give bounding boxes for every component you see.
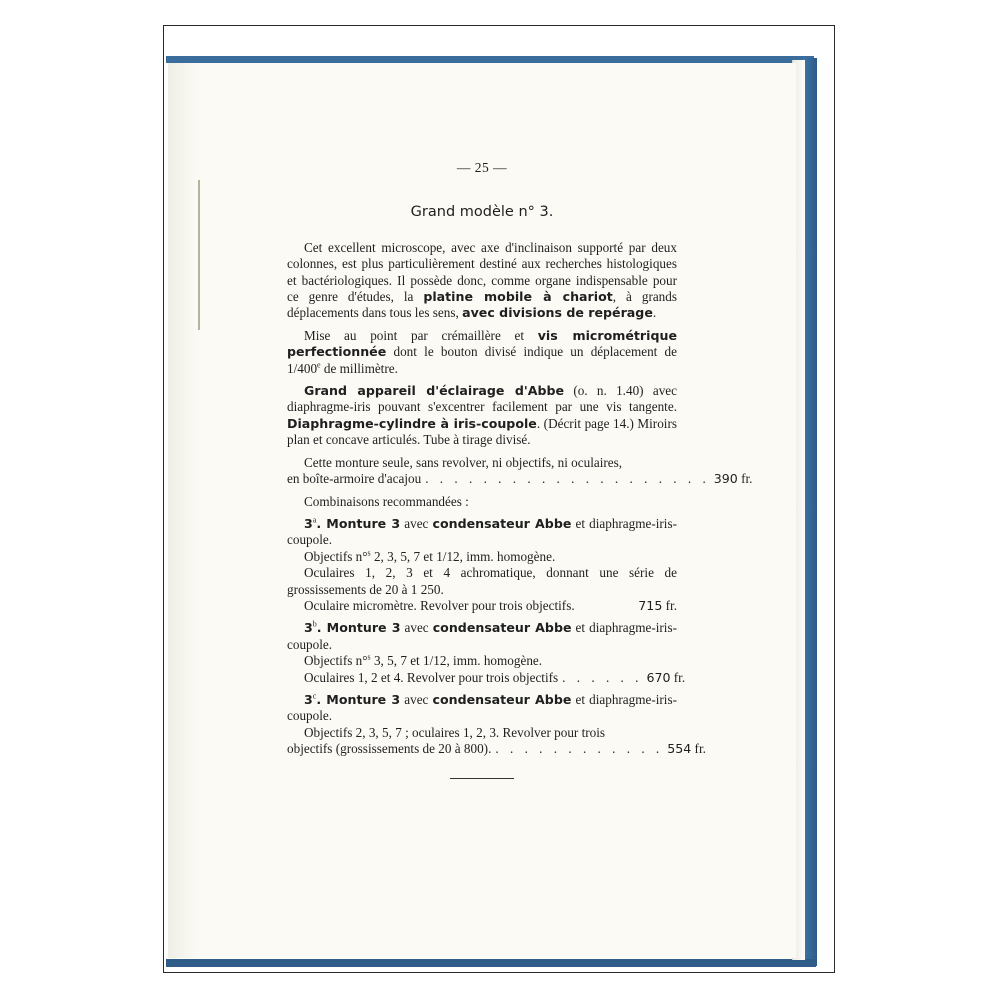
text-run: . (652, 305, 657, 321)
text-run: dont le bouton divisé indique un déplacement de 1/400 (287, 344, 677, 376)
bold-term: avec divisions de repérage (462, 305, 653, 321)
superscript: s (367, 548, 371, 558)
leader-dots: . . . . . . (562, 669, 643, 685)
text-run: et diaphragme-iris-coupole. (287, 691, 677, 724)
price-unit: fr. (691, 741, 706, 757)
bold-term: Grand appareil d'éclairage d'Abbe (304, 383, 565, 399)
bold-term: Diaphragme-cylindre à iris-coupole (287, 415, 537, 431)
price (638, 598, 677, 614)
price-value: 670 (646, 669, 671, 685)
combo-price-line (287, 598, 677, 614)
combo-line (287, 653, 677, 669)
intro-paragraph (287, 240, 677, 322)
text-run: Cet excellent microscope, avec axe d'inclinaison supporté par deux colonnes, est plus particulièrement destiné aux recherches histologiques et bactériologiques. Il possède donc, comme organe indispensable pour ce genre d'études, la (287, 239, 677, 305)
bold-term: condensateur Abbe (432, 691, 572, 707)
price-value: 554 (667, 741, 692, 757)
mount-price-line (287, 471, 753, 487)
superscript: a (312, 515, 317, 525)
text-run: 2, 3, 5, 7 et 1/12, imm. homogène. (370, 548, 556, 564)
text-run: de millimètre. (320, 360, 398, 376)
text-run: avec (400, 691, 433, 707)
leader-dots: . . . . . . . . . . . . . . . . . . . . (425, 471, 710, 487)
bold-term: condensateur Abbe (432, 515, 572, 531)
bold-term: . Monture 3 (316, 691, 401, 707)
price (714, 471, 753, 487)
text-run: (o. n. 1.40) avec diaphragme-iris pouvant s'excentrer facilement par une vis tangente. (287, 383, 678, 415)
combination-3a (287, 516, 677, 549)
end-rule (450, 778, 514, 779)
text-run: Objectifs n° (304, 653, 368, 669)
price-unit: fr. (670, 669, 686, 685)
combo-number: 3 (304, 620, 313, 636)
leader-dots: . . . . . . . . . . . . (495, 741, 664, 757)
page-gutter (168, 63, 198, 958)
book-cover-top (166, 56, 814, 63)
combo-price-line (287, 741, 706, 757)
text-run: avec (400, 620, 433, 636)
superscript: c (312, 691, 317, 701)
text-run: et diaphragme-iris-coupole. (287, 515, 677, 548)
price (667, 741, 706, 757)
price-value: 715 (638, 597, 663, 613)
text-run: 3, 5, 7 et 1/12, imm. homogène. (370, 653, 543, 669)
combo-number: 3 (304, 515, 313, 531)
price-unit: fr. (737, 471, 753, 487)
page-number: — 25 — (456, 160, 508, 175)
combo-line (287, 549, 677, 565)
gutter-mark (198, 180, 200, 330)
text-run: , à grands déplacements dans tous les sens, (287, 289, 678, 321)
combination-3b (287, 620, 677, 653)
price-value: 390 (713, 471, 738, 487)
bold-term: vis micrométrique perfectionnée (287, 327, 677, 360)
focus-paragraph (287, 328, 677, 377)
combo-price-line (287, 669, 686, 686)
bold-term: condensateur Abbe (432, 620, 572, 636)
book-cover-bottom (166, 959, 816, 967)
superscript: s (367, 652, 371, 662)
page-text (287, 160, 753, 779)
superscript: e (317, 360, 321, 370)
price-unit: fr. (662, 597, 677, 613)
bold-term: . Monture 3 (316, 620, 401, 636)
bold-term: . Monture 3 (316, 515, 401, 531)
combo-line: Objectifs 2, 3, 5, 7 ; oculaires 1, 2, 3. Revolver pour trois (304, 724, 606, 740)
text-run: Mise au point par crémaillère et (304, 327, 538, 343)
price-label: Oculaires 1, 2 et 4. Revolver pour trois objectifs (304, 669, 559, 685)
section-title: Grand modèle n° 3. (410, 204, 554, 221)
combo-line: Oculaires 1, 2, 3 et 4 achromatique, donnant une série de grossissements de 20 à 1 250. (287, 565, 677, 597)
combinations-heading: Combinaisons recommandées : (304, 493, 469, 509)
price (646, 670, 685, 686)
book-cover-spine-edge (803, 58, 817, 966)
text-run: et diaphragme-iris-coupole. (287, 620, 677, 652)
lighting-paragraph (287, 383, 677, 449)
price-label: objectifs (grossissements de 20 à 800). (287, 741, 492, 757)
text-run: . (Décrit page 14.) Miroirs plan et concave articulés. Tube à tirage divisé. (287, 415, 677, 448)
mount-paragraph: Cette monture seule, sans revolver, ni objectifs, ni oculaires, (304, 454, 623, 470)
text-run: avec (400, 515, 433, 531)
combo-number: 3 (304, 691, 313, 707)
combination-3c (287, 692, 677, 725)
bold-term: platine mobile à chariot (423, 289, 613, 305)
text-run: Objectifs n° (304, 548, 368, 564)
price-label: Oculaire micromètre. Revolver pour trois objectifs. (304, 597, 575, 613)
superscript: b (312, 619, 317, 629)
price-label: en boîte-armoire d'acajou (287, 471, 422, 487)
